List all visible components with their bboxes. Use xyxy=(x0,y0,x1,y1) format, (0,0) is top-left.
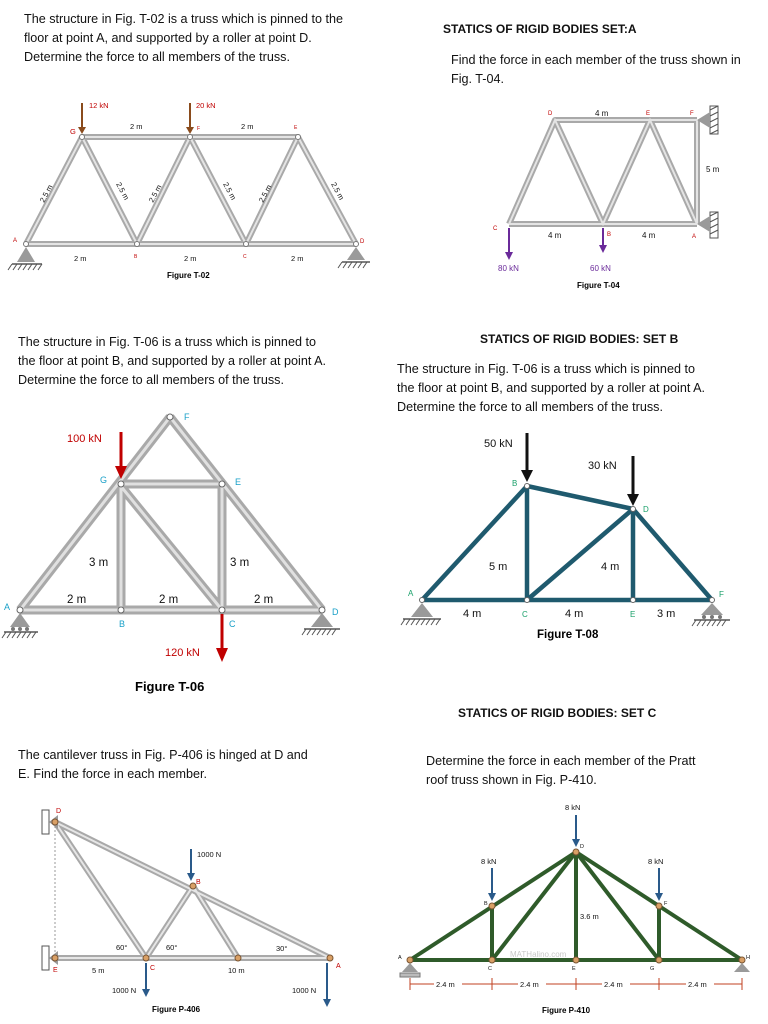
t08-w-dim: 3 m xyxy=(657,608,676,620)
t02-top-dim: 2 m xyxy=(241,122,254,131)
t08-node-f: F xyxy=(719,590,724,599)
t02-node-a: A xyxy=(13,238,18,244)
t02-diag-dim: 2.5 m xyxy=(114,180,131,202)
caption-t06: Figure T-06 xyxy=(135,679,205,694)
t06-w-dim: 2 m xyxy=(254,594,274,606)
t06-load-bot: 120 kN xyxy=(165,647,200,659)
problem-t04: Find the force in each member of the truss shown in Fig. T-04. xyxy=(451,53,741,86)
p410-load-b: 8 kN xyxy=(481,857,497,866)
caption-p410: Figure P-410 xyxy=(542,1006,591,1015)
t02-node-e: E xyxy=(294,125,298,131)
p410-node-g: G xyxy=(650,966,655,972)
set-c-title: STATICS OF RIGID BODIES: SET C xyxy=(458,706,657,720)
p410-w-dim: 2.4 m xyxy=(436,980,455,989)
caption-p406: Figure P-406 xyxy=(152,1005,201,1014)
t08-node-c: C xyxy=(522,610,528,619)
p410-node-h: H xyxy=(746,955,750,961)
p410-node-f: F xyxy=(664,901,668,907)
t04-node-d: D xyxy=(548,111,553,117)
p410-height-dim: 3.6 m xyxy=(580,912,599,921)
t08-node-a: A xyxy=(408,589,414,598)
t04-side-dim: 5 m xyxy=(706,165,720,174)
t08-load1: 50 kN xyxy=(484,438,513,450)
t06-node-e: E xyxy=(235,477,242,487)
t04-node-b: B xyxy=(607,232,612,238)
p406-angle: 60° xyxy=(166,943,178,952)
t08-node-e: E xyxy=(630,610,636,619)
p410-node-a: A xyxy=(398,955,402,961)
t02-diag-dim: 2.5 m xyxy=(329,180,346,202)
t02-load1: 12 kN xyxy=(89,101,109,110)
t02-bot-dim: 2 m xyxy=(74,254,87,263)
p410-node-e: E xyxy=(572,966,576,972)
p410-w-dim: 2.4 m xyxy=(604,980,623,989)
t02-node-d: D xyxy=(360,239,365,245)
t08-node-b: B xyxy=(512,479,518,488)
p410-watermark: MATHalino.com xyxy=(510,950,567,959)
t06-w-dim: 2 m xyxy=(67,594,87,606)
t06-h-dim: 3 m xyxy=(89,557,109,569)
t06-node-b: B xyxy=(119,619,126,629)
p406-load-a: 1000 N xyxy=(292,986,317,995)
t02-diag-dim: 2.5 m xyxy=(221,180,238,202)
p410-w-dim: 2.4 m xyxy=(520,980,539,989)
p406-w-dim: 10 m xyxy=(228,966,245,975)
t04-bot-dim: 4 m xyxy=(548,231,562,240)
p406-load-top: 1000 N xyxy=(197,850,222,859)
t04-top-dim: 4 m xyxy=(595,109,609,118)
figure-p410 xyxy=(410,852,742,960)
p410-load-d: 8 kN xyxy=(565,803,581,812)
p406-load-c: 1000 N xyxy=(112,986,137,995)
t04-node-c: C xyxy=(493,226,498,232)
t08-load2: 30 kN xyxy=(588,460,617,472)
t04-node-f: F xyxy=(690,111,694,117)
t06-node-a: A xyxy=(4,602,11,612)
t02-diag-dim: 2.5 m xyxy=(37,183,55,204)
t06-node-d: D xyxy=(332,607,339,617)
p410-load-f: 8 kN xyxy=(648,857,664,866)
t06-h-dim: 3 m xyxy=(230,557,250,569)
problem-t02: The structure in Fig. T-02 is a truss which is pinned to the floor at point A, and supported by a roller at point D. Determine the force to all members of the truss. xyxy=(24,12,343,64)
t02-load2: 20 kN xyxy=(196,101,216,110)
t08-w-dim: 4 m xyxy=(463,608,482,620)
t04-node-e: E xyxy=(646,111,651,117)
p406-node-c: C xyxy=(150,965,156,972)
t08-h-dim: 4 m xyxy=(601,561,620,573)
problem-p406: The cantilever truss in Fig. P-406 is hinged at D and E. Find the force in each member. xyxy=(18,748,308,781)
t04-node-a: A xyxy=(692,234,697,240)
t04-bot-dim: 4 m xyxy=(642,231,656,240)
t02-node-b: B xyxy=(134,254,138,260)
t06-node-c: C xyxy=(229,619,236,629)
t06-node-g: G xyxy=(100,475,108,485)
set-b-title: STATICS OF RIGID BODIES: SET B xyxy=(480,332,679,346)
t08-h-dim: 5 m xyxy=(489,561,508,573)
t02-node-g: G xyxy=(70,127,76,136)
p406-node-a: A xyxy=(336,963,341,970)
p406-node-e: E xyxy=(53,967,58,974)
roller-support-icon xyxy=(347,247,365,260)
t08-w-dim: 4 m xyxy=(565,608,584,620)
problem-t06: The structure in Fig. T-06 is a truss which is pinned to the floor at point B, and supported by a roller at point A. Determine the force to all members of the truss. xyxy=(18,335,327,387)
t06-load-top: 100 kN xyxy=(67,433,102,445)
caption-t04: Figure T-04 xyxy=(577,281,620,290)
t06-w-dim: 2 m xyxy=(159,594,179,606)
pin-support-icon xyxy=(17,247,35,262)
t02-bot-dim: 2 m xyxy=(291,254,304,263)
problem-p410: Determine the force in each member of the Pratt roof truss shown in Fig. P-410. xyxy=(426,754,696,787)
t02-node-f: F xyxy=(197,126,201,132)
p406-node-b: B xyxy=(196,879,201,886)
t02-node-c: C xyxy=(243,254,247,260)
figure-t04 xyxy=(509,120,697,224)
t02-top-dim: 2 m xyxy=(130,122,143,131)
p406-w-dim: 5 m xyxy=(92,966,105,975)
problem-t08: The structure in Fig. T-06 is a truss which is pinned to the floor at point B, and supported by a roller at point A. Determine the force to all members of the truss. xyxy=(397,362,706,414)
caption-t08: Figure T-08 xyxy=(537,629,599,641)
p406-node-d: D xyxy=(56,808,62,815)
p410-node-d: D xyxy=(580,844,584,850)
p410-w-dim: 2.4 m xyxy=(688,980,707,989)
figure-t06 xyxy=(20,417,322,610)
p410-node-c: C xyxy=(488,966,492,972)
t08-node-d: D xyxy=(643,505,649,514)
p406-angle: 30° xyxy=(276,944,288,953)
t02-bot-dim: 2 m xyxy=(184,254,197,263)
p410-node-b: B xyxy=(484,901,488,907)
p406-angle: 60° xyxy=(116,943,128,952)
t04-load1: 80 kN xyxy=(498,264,519,273)
t04-load2: 60 kN xyxy=(590,264,611,273)
t06-node-f: F xyxy=(184,412,190,422)
figure-t08 xyxy=(422,486,712,600)
t02-diag-dim: 2.5 m xyxy=(146,183,164,204)
set-a-title: STATICS OF RIGID BODIES SET:A xyxy=(443,22,637,36)
caption-t02: Figure T-02 xyxy=(167,271,210,280)
t02-diag-dim: 2.5 m xyxy=(256,183,274,204)
